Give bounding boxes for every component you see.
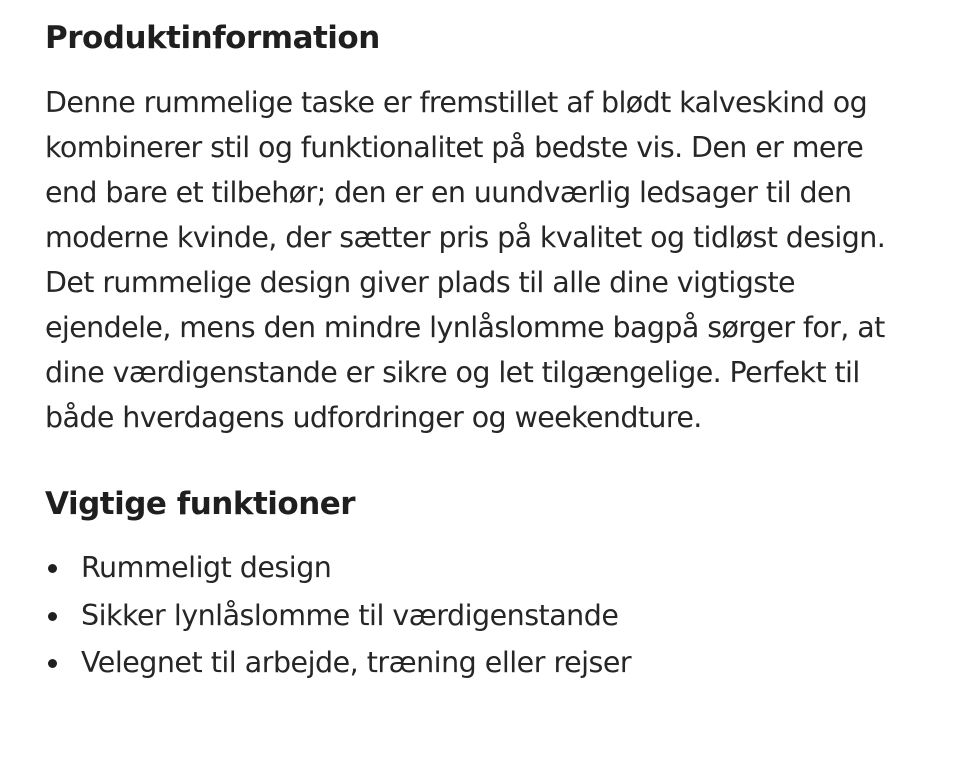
bullet-icon bbox=[48, 564, 57, 573]
key-features-section bbox=[45, 480, 916, 687]
feature-item bbox=[45, 544, 916, 592]
bullet-icon bbox=[48, 612, 57, 621]
bullet-icon bbox=[48, 659, 57, 668]
feature-item-label: Rummeligt design bbox=[81, 551, 332, 584]
feature-item bbox=[45, 592, 916, 640]
product-description: Denne rummelige taske er fremstillet af blødt kalveskind og kombinerer stil og funktionalitet på bedste vis. Den er mere end bare et tilbehør; den er en uundværlig ledsager til den moderne kvinde, der sætter pris på kvalitet og tidløst design. Det rummelige design giver plads til alle dine vigtigste ejendele, mens den mindre lynlåslomme bagpå sørger for, at dine værdigenstande er sikre og let tilgængelige. Perfekt til både hverdagens udfordringer og weekendture. bbox=[45, 86, 886, 434]
feature-item bbox=[45, 639, 916, 687]
feature-item-label: Velegnet til arbejde, træning eller rejser bbox=[81, 646, 632, 679]
key-features-title: Vigtige funktioner bbox=[45, 486, 356, 522]
product-info-section bbox=[45, 14, 916, 440]
product-info-title: Produktinformation bbox=[45, 20, 380, 56]
key-features-list bbox=[45, 544, 916, 687]
feature-item-label: Sikker lynlåslomme til værdigenstande bbox=[81, 598, 619, 632]
